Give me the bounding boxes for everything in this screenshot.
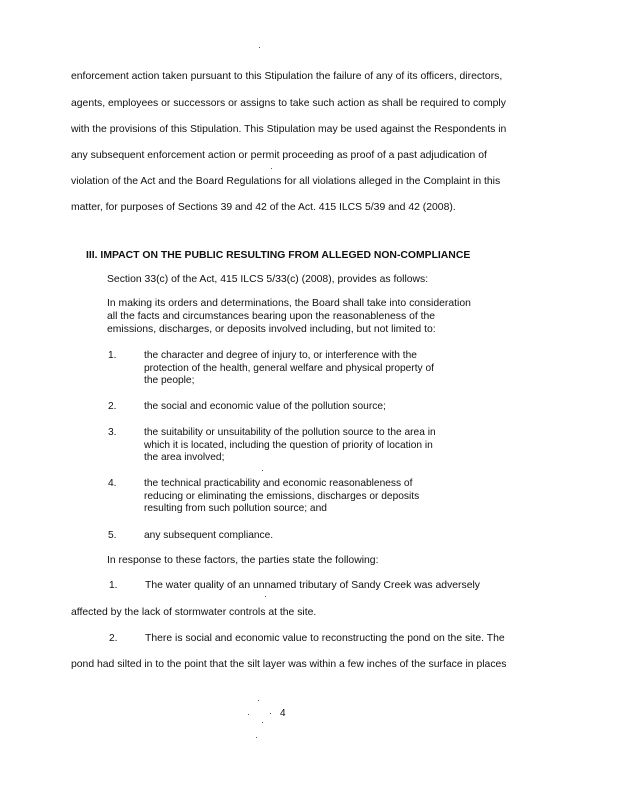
scan-speck [256, 737, 257, 738]
factor-line: the social and economic value of the pollution source; [144, 401, 386, 412]
response-continuation: affected by the lack of stormwater controls at the site. [71, 607, 317, 618]
factor-text [144, 401, 474, 414]
factor-line: any subsequent compliance. [144, 530, 274, 541]
response-first-line: There is social and economic value to reconstructing the pond on the site. The [145, 633, 505, 644]
response-intro: In response to these factors, the parties state the following: [107, 555, 379, 566]
intro-line-5: violation of the Act and the Board Regulations for all violations alleged in the Complaint in this [71, 176, 501, 187]
factor-line: reducing or eliminating the emissions, discharges or deposits [144, 490, 420, 502]
factor-number: 1. [108, 350, 117, 361]
scan-speck [271, 168, 272, 169]
scan-speck [262, 722, 263, 723]
factor-number: 3. [108, 427, 117, 438]
quote-line-2: all the facts and circumstances bearing upon the reasonableness of the [107, 311, 436, 322]
page-number: 4 [280, 708, 286, 719]
response-continuation: pond had silted in to the point that the silt layer was within a few inches of the surface in places [71, 659, 507, 670]
intro-line-1: enforcement action taken pursuant to this Stipulation the failure of any of its officers, directors, [71, 71, 503, 82]
quote-line-1: In making its orders and determinations, the Board shall take into consideration [107, 298, 471, 309]
scan-speck [258, 700, 259, 701]
factor-line: the area involved; [144, 452, 225, 463]
scan-speck [262, 470, 263, 471]
factor-text [144, 350, 474, 388]
scan-speck [265, 596, 266, 597]
response-number: 2. [109, 633, 118, 644]
scan-speck [259, 47, 260, 48]
factor-line: the people; [144, 375, 195, 386]
factor-line: protection of the health, general welfare and physical property of [144, 362, 434, 374]
intro-line-2: agents, employees or successors or assigns to take such action as shall be required to comply [71, 98, 506, 109]
factor-line: the character and degree of injury to, or interference with the [144, 350, 417, 361]
intro-line-6: matter, for purposes of Sections 39 and 42 of the Act. 415 ILCS 5/39 and 42 (2008). [71, 202, 456, 213]
factor-line: resulting from such pollution source; and [144, 503, 327, 514]
factor-line: the technical practicability and economic reasonableness of [144, 478, 413, 489]
scan-speck [248, 714, 249, 715]
factor-text [144, 427, 474, 465]
intro-line-3: with the provisions of this Stipulation. This Stipulation may be used against the Respondents in [71, 124, 507, 135]
factor-text [144, 530, 474, 543]
factor-number: 4. [108, 478, 117, 489]
scan-speck [270, 713, 271, 714]
section-intro: Section 33(c) of the Act, 415 ILCS 5/33(c) (2008), provides as follows: [107, 274, 429, 285]
quote-line-3: emissions, discharges, or deposits involved including, but not limited to: [107, 324, 436, 335]
factor-number: 5. [108, 530, 117, 541]
factor-line: the suitability or unsuitability of the pollution source to the area in [144, 427, 436, 438]
response-number: 1. [109, 580, 118, 591]
factor-line: which it is located, including the question of priority of location in [144, 439, 433, 451]
intro-line-4: any subsequent enforcement action or permit proceeding as proof of a past adjudication of [71, 150, 487, 161]
factor-number: 2. [108, 401, 117, 412]
section-heading: III. IMPACT ON THE PUBLIC RESULTING FROM ALLEGED NON-COMPLIANCE [86, 250, 471, 261]
response-first-line: The water quality of an unnamed tributary of Sandy Creek was adversely [145, 580, 480, 591]
factor-text [144, 478, 474, 516]
